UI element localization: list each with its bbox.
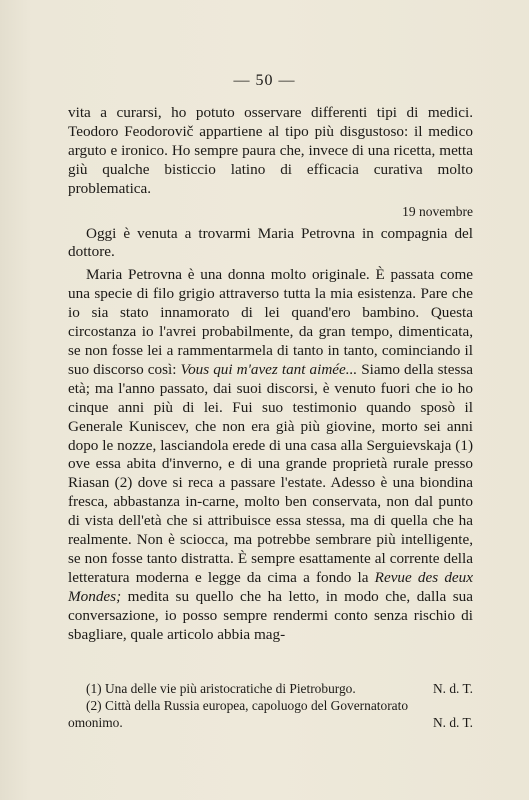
footnote-2-continued bbox=[68, 714, 473, 731]
paragraph-3-quote: Vous qui m'avez tant aimée... bbox=[180, 360, 358, 378]
paragraph-3-part-1: Maria Petrovna è una donna molto originale. È passata come una specie di filo grigio attraverso tutta la mia esistenza. Pare che io sia stato innamorato di lei quand'ero bambino. Questa circostanza io l'avrei probabilmente, da gran tempo, dimenticata, se non fosse lei a rammentarmela di tanto in tanto, cominciando il suo discorso così: bbox=[68, 266, 473, 378]
paragraph-3-part-2: Siamo della stessa età; ma l'anno passato, dai suoi discorsi, è venuto fuori che io ho cinque anni più di lei. Fui suo testimonio quando sposò il Generale Kuniscev, che non era già più giovine, morto sei anni dopo le nozze, lasciandola erede di una casa alla Serguievskaja (1) ove essa abita d'inverno, e di una grande proprietà rurale presso Riasan (2) dove si reca a passare l'estate. Adesso è una biondina fresca, abbastanza in-carne, molto ben conservata, non dal punto di vista dell'età che si attribuisce essa stessa, ma di quella che ha realmente. Non è sciocca, ma potrebbe sembrare più intelligente, se non fosse tanto distratta. È sempre esattamente al corrente della letteratura moderna e legge da cima a fondo la bbox=[68, 360, 474, 586]
footnote-2-tag: N. d. T. bbox=[432, 715, 473, 730]
paragraph-3 bbox=[68, 266, 473, 644]
footnote-2 bbox=[68, 697, 473, 714]
footnote-1-tag: N. d. T. bbox=[432, 681, 473, 696]
footnote-2-text-continued: omonimo. bbox=[68, 715, 123, 730]
paragraph-1: vita a curarsi, ho potuto osservare differenti tipi di medici. Teodoro Feodorovič appartiene al tipo più disgustoso: il medico arguto e ironico. Ho sempre paura che, invece di una ricetta, metta giù qualche bisticcio latino di efficacia curativa molto problematica. bbox=[68, 104, 473, 197]
body-text bbox=[68, 104, 473, 644]
paragraph-2: Oggi è venuta a trovarmi Maria Petrovna in compagnia del dottore. bbox=[68, 224, 473, 261]
footnote-1 bbox=[68, 680, 473, 697]
paragraph-3-journal: Revue des deux Mondes; bbox=[68, 568, 473, 605]
page-number: — 50 — bbox=[233, 72, 296, 89]
paragraph-3-part-3: medita su quello che ha letto, in modo che, dalla sua conversazione, io posso sempre rendermi conto senza rischio di sbagliare, quale articolo abbia mag- bbox=[68, 587, 473, 643]
footnote-1-text: (1) Una delle vie più aristocratiche di Pietroburgo. bbox=[86, 681, 356, 696]
footnote-2-text: (2) Città della Russia europea, capoluogo del Governatorato bbox=[86, 698, 409, 713]
diary-date: 19 novembre bbox=[402, 203, 473, 219]
footnotes bbox=[68, 680, 473, 731]
